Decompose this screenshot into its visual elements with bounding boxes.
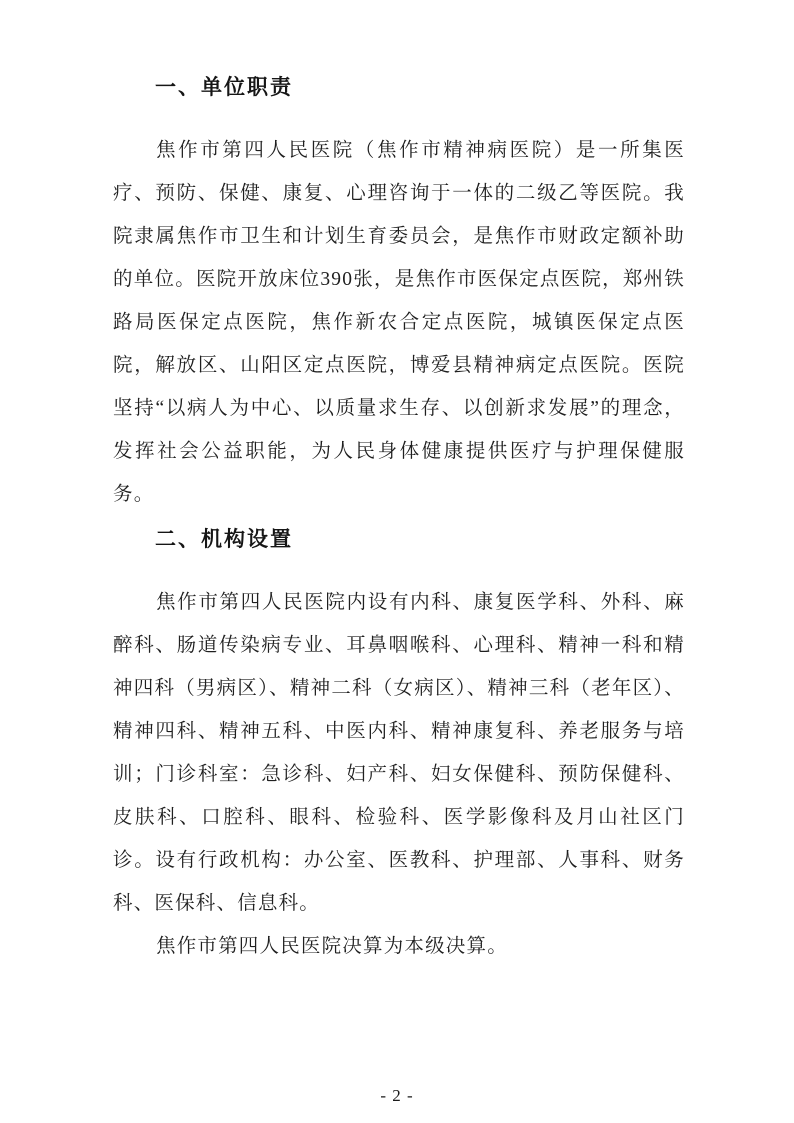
document-content — [113, 73, 685, 968]
paragraph-hospital-overview: 焦作市第四人民医院（焦作市精神病医院）是一所集医疗、预防、保健、康复、心理咨询于一体的二级乙等医院。我院隶属焦作市卫生和计划生育委员会，是焦作市财政定额补助的单位。医院开放床位390张，是焦作市医保定点医院，郑州铁路局医保定点医院，焦作新农合定点医院，城镇医保定点医院，解放区、山阳区定点医院，博爱县精神病定点医院。医院坚持“以病人为中心、以质量求生存、以创新求发展”的理念，发挥社会公益职能，为人民身体健康提供医疗与护理保健服务。 — [113, 140, 685, 505]
page-number: - 2 - — [380, 1086, 414, 1105]
section-unit-responsibilities — [113, 73, 685, 516]
paragraph-budget-statement: 焦作市第四人民医院决算为本级决算。 — [156, 936, 508, 957]
section-heading-organizational-setup: 二、机构设置 — [155, 528, 293, 551]
section-heading-unit-responsibilities: 一、单位职责 — [155, 76, 293, 99]
section-organizational-setup — [113, 525, 685, 968]
paragraph-departments-list: 焦作市第四人民医院内设有内科、康复医学科、外科、麻醉科、肠道传染病专业、耳鼻咽喉科、心理科、精神一科和精神四科（男病区）、精神二科（女病区）、精神三科（老年区）、精神四科、精神五科、中医内科、精神康复科、养老服务与培训；门诊科室：急诊科、妇产科、妇女保健科、预防保健科、皮肤科、口腔科、眼科、检验科、医学影像科及月山社区门诊。设有行政机构：办公室、医教科、护理部、人事科、财务科、医保科、信息科。 — [113, 592, 685, 914]
